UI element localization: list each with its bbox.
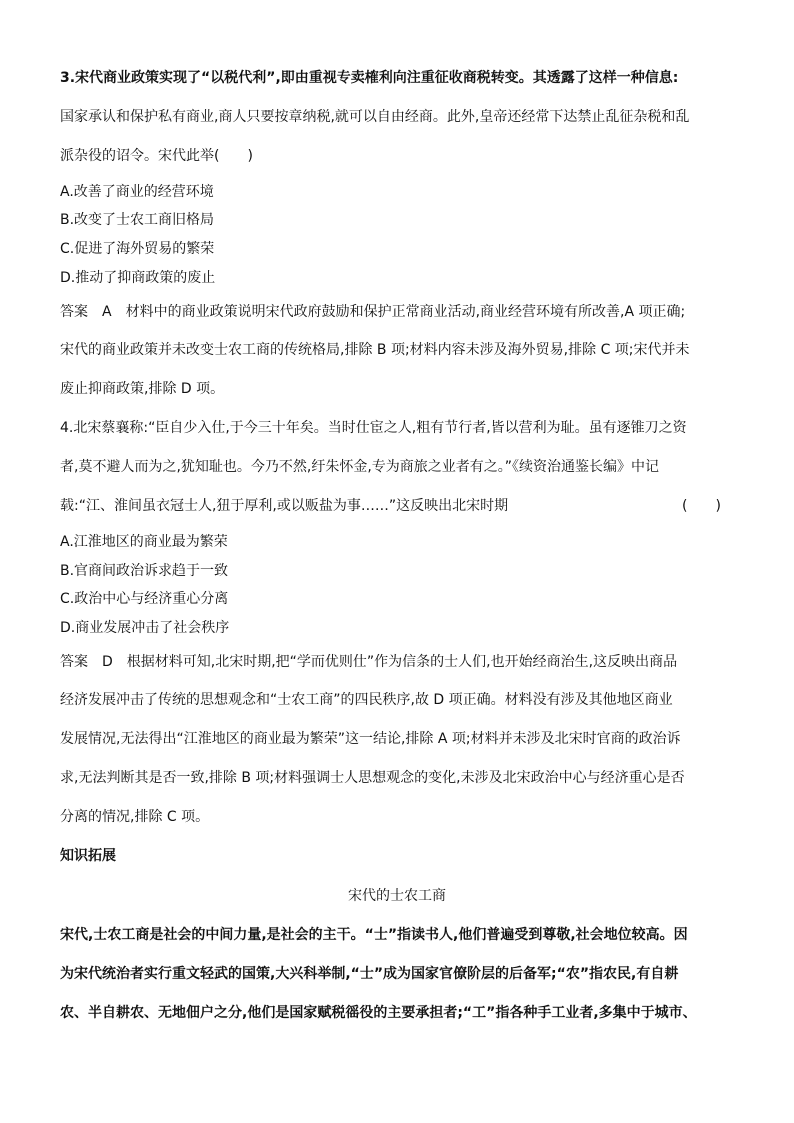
q3-answer-label: 答案 xyxy=(60,304,88,320)
q4-answer-label: 答案 xyxy=(60,654,88,670)
q3-answer-line-1 xyxy=(60,302,685,322)
q4-option-a: A.江淮地区的商业最为繁荣 xyxy=(60,534,228,550)
q3-explanation-1: 材料中的商业政策说明宋代政府鼓励和保护正常商业活动,商业经营环境有所改善,A 项正确; xyxy=(125,304,686,320)
knowledge-heading: 知识拓展 xyxy=(60,848,116,864)
q4-explanation-5: 分离的情况,排除 C 项。 xyxy=(60,809,210,825)
q4-explanation-1: 根据材料可知,北宋时期,把“学而优则仕”作为信条的士人们,也开始经商治生,这反映出商品 xyxy=(126,654,678,670)
q4-explanation-3: 发展情况,无法得出“江淮地区的商业最为繁荣”这一结论,排除 A 项;材料并未涉及北宋时官商的政治诉 xyxy=(60,731,681,747)
q4-answer-paren: ( ) xyxy=(682,498,721,514)
q3-option-c: C.促进了海外贸易的繁荣 xyxy=(60,241,215,257)
q4-answer-line-1 xyxy=(60,652,677,672)
q3-explanation-2: 宋代的商业政策并未改变士农工商的传统格局,排除 B 项;材料内容未涉及海外贸易,排除 C 项;宋代并未 xyxy=(60,342,690,358)
q4-stem-line-2: 者,莫不避人而为之,犹知耻也。今乃不然,纡朱怀金,专为商旅之业者有之。”《续资治通鉴长编》中记 xyxy=(60,459,660,475)
q3-answer-letter: A xyxy=(102,304,112,320)
knowledge-line-3: 农、半自耕农、无地佃户之分,他们是国家赋税徭役的主要承担者;“工”指各种手工业者,多集中于城市、 xyxy=(60,1005,697,1021)
knowledge-title: 宋代的士农工商 xyxy=(348,888,446,904)
q3-stem-line-1: 3.宋代商业政策实现了“以税代利”,即由重视专卖榷利向注重征收商税转变。其透露了这样一种信息: xyxy=(60,70,679,86)
q4-stem-line-1: 4.北宋蔡襄称:“臣自少入仕,于今三十年矣。当时仕宦之人,粗有节行者,皆以营利为耻。虽有逐锥刀之资 xyxy=(60,420,687,436)
q4-option-c: C.政治中心与经济重心分离 xyxy=(60,591,229,607)
q4-answer-letter: D xyxy=(102,654,113,670)
q3-option-b: B.改变了士农工商旧格局 xyxy=(60,212,215,228)
q3-stem-line-3: 派杂役的诏令。宋代此举( ) xyxy=(60,148,253,164)
knowledge-line-2: 为宋代统治者实行重文轻武的国策,大兴科举制,“士”成为国家官僚阶层的后备军;“农”指农民,有自耕 xyxy=(60,966,679,982)
q4-explanation-2: 经济发展冲击了传统的思想观念和“士农工商”的四民秩序,故 D 项正确。材料没有涉及其他地区商业 xyxy=(60,692,673,708)
q4-option-d: D.商业发展冲击了社会秩序 xyxy=(60,620,230,636)
q4-explanation-4: 求,无法判断其是否一致,排除 B 项;材料强调士人思想观念的变化,未涉及北宋政治中心与经济重心是否 xyxy=(60,770,685,786)
q3-option-a: A.改善了商业的经营环境 xyxy=(60,184,214,200)
q4-option-b: B.官商间政治诉求趋于一致 xyxy=(60,563,229,579)
q3-stem-line-2: 国家承认和保护私有商业,商人只要按章纳税,就可以自由经商。此外,皇帝还经常下达禁止乱征杂税和乱 xyxy=(60,109,690,125)
knowledge-line-1: 宋代,士农工商是社会的中间力量,是社会的主干。“士”指读书人,他们普遍受到尊敬,社会地位较高。因 xyxy=(60,927,688,943)
q3-option-d: D.推动了抑商政策的废止 xyxy=(60,270,216,286)
q3-explanation-3: 废止抑商政策,排除 D 项。 xyxy=(60,381,225,397)
q4-stem-line-3: 载:“江、淮间虽衣冠士人,狃于厚利,或以贩盐为事……”这反映出北宋时期 xyxy=(60,498,509,514)
